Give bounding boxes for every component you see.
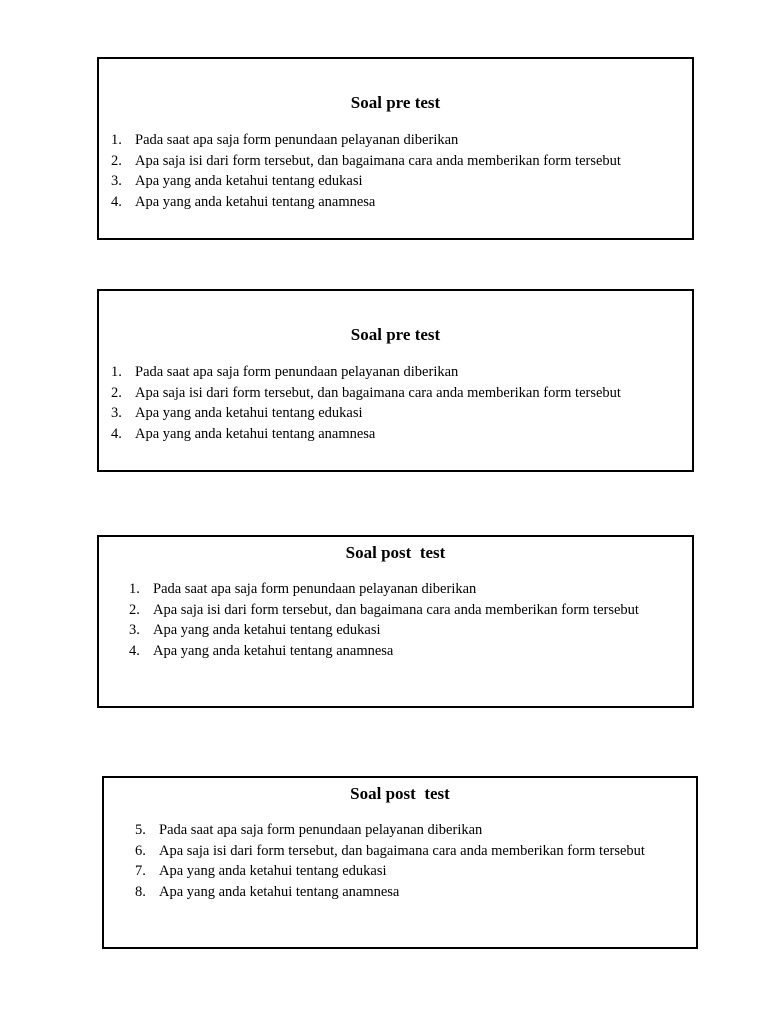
question-number: 1. [111,364,122,380]
question-item [135,820,645,841]
question-list [111,130,621,213]
question-list [111,362,621,445]
question-number: 1. [111,132,122,148]
question-number: 3. [111,405,122,422]
box-title: Soal pre test [350,93,441,112]
question-text: Apa yang anda ketahui tentang edukasi [135,405,363,422]
question-text: Apa yang anda ketahui tentang anamnesa [135,194,376,211]
question-number: 7. [135,863,146,880]
question-item [135,882,645,903]
question-text: Apa yang anda ketahui tentang edukasi [153,622,381,639]
question-item [111,192,621,213]
question-item [111,171,621,192]
box-title: Soal post test [350,784,450,803]
question-text: Apa saja isi dari form tersebut, dan bagaimana cara anda memberikan form tersebut [159,842,645,859]
question-item [135,841,645,862]
question-text: Pada saat apa saja form penundaan pelayanan diberikan [153,581,477,597]
question-item [129,641,639,662]
question-box-pre-test-2 [97,289,694,472]
question-text: Apa yang anda ketahui tentang edukasi [159,863,387,880]
question-number: 3. [129,622,140,639]
question-list [135,820,645,903]
question-item [111,130,621,151]
question-box-post-test-2 [102,776,698,949]
question-number: 4. [129,643,140,660]
question-number: 3. [111,173,122,190]
question-number: 2. [111,152,122,169]
question-item [111,151,621,172]
question-text: Apa yang anda ketahui tentang anamnesa [159,884,400,901]
question-number: 2. [129,601,140,618]
question-text: Pada saat apa saja form penundaan pelayanan diberikan [135,132,459,148]
question-number: 4. [111,194,122,211]
question-text: Apa yang anda ketahui tentang anamnesa [135,426,376,443]
question-text: Apa yang anda ketahui tentang edukasi [135,173,363,190]
question-number: 5. [135,822,146,838]
question-text: Apa saja isi dari form tersebut, dan bagaimana cara anda memberikan form tersebut [135,384,621,401]
question-box-post-test-1 [97,535,694,708]
question-box-pre-test-1 [97,57,694,240]
question-text: Apa yang anda ketahui tentang anamnesa [153,643,394,660]
question-number: 2. [111,384,122,401]
question-number: 8. [135,884,146,901]
question-item [135,861,645,882]
question-text: Apa saja isi dari form tersebut, dan bagaimana cara anda memberikan form tersebut [135,152,621,169]
question-item [129,620,639,641]
question-text: Pada saat apa saja form penundaan pelayanan diberikan [135,364,459,380]
question-number: 4. [111,426,122,443]
question-text: Apa saja isi dari form tersebut, dan bagaimana cara anda memberikan form tersebut [153,601,639,618]
question-item [129,600,639,621]
question-number: 6. [135,842,146,859]
question-text: Pada saat apa saja form penundaan pelayanan diberikan [159,822,483,838]
question-item [129,579,639,600]
question-item [111,403,621,424]
question-item [111,424,621,445]
box-title: Soal post test [345,543,446,562]
question-item [111,362,621,383]
question-number: 1. [129,581,140,597]
question-item [111,383,621,404]
box-title: Soal pre test [350,325,441,344]
question-list [129,579,639,662]
